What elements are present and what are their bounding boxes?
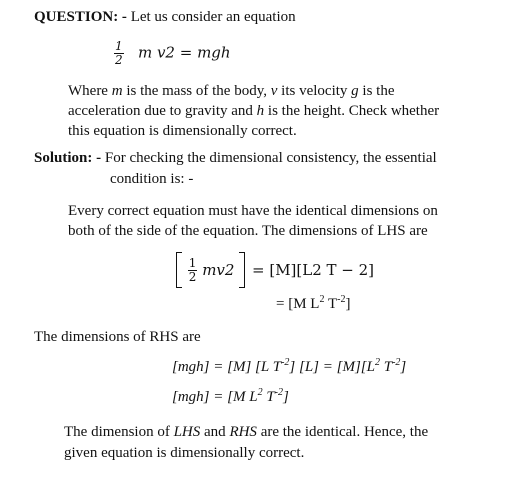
- conclusion-line-2: given equation is dimensionally correct.: [64, 445, 305, 461]
- question-label: QUESTION: -: [34, 9, 127, 25]
- question-equation: [114, 40, 231, 67]
- solution-paragraph: Every correct equation must have the identical dimensions on both of the side of the equation. The dimensions of LHS are: [68, 203, 438, 239]
- question-intro: Let us consider an equation: [130, 9, 296, 25]
- lhs-equals-1: = [M][L2 T − 2]: [252, 261, 375, 279]
- rhs-line-2: [mgh] = [M $L^2$ $T^{-2}$]: [172, 387, 289, 405]
- where-line-1: Where m is the mass of the body, v its velocity g is the: [68, 83, 395, 99]
- right-bracket: [239, 252, 245, 288]
- question-line: [34, 9, 296, 26]
- rhs-line-1: [mgh] = [M] [L $T^{-2}$] $[L] = [M][L^2$ $T^{-2}$]: [172, 357, 407, 375]
- rhs-label: The dimensions of RHS are: [34, 329, 201, 345]
- equation-rest: m v2 = mgh: [137, 43, 231, 62]
- solution-line-1: Solution: - For checking the dimensional consistency, the essential: [34, 150, 437, 166]
- lhs-fraction: $\frac{1}{2}$: [188, 255, 197, 284]
- conclusion-line-1: The dimension of LHS and RHS are the identical. Hence, the: [64, 424, 429, 440]
- where-line-3: this equation is dimensionally correct.: [68, 123, 297, 139]
- solution-label: Solution: -: [34, 150, 102, 166]
- lhs-equals-2: = [M $L^2$ $T^{-2}$]: [276, 294, 351, 312]
- where-line-2: acceleration due to gravity and h is the height. Check whether: [68, 103, 440, 119]
- lhs-expression: $\frac{1}{2}$ mv2: [176, 252, 245, 288]
- solution-line-2: condition is: -: [110, 171, 194, 187]
- question-where-paragraph: [68, 81, 439, 141]
- equation-fraction: $\frac{1}{2}$: [115, 39, 123, 67]
- left-bracket: [176, 252, 182, 288]
- conclusion-paragraph: [64, 422, 428, 464]
